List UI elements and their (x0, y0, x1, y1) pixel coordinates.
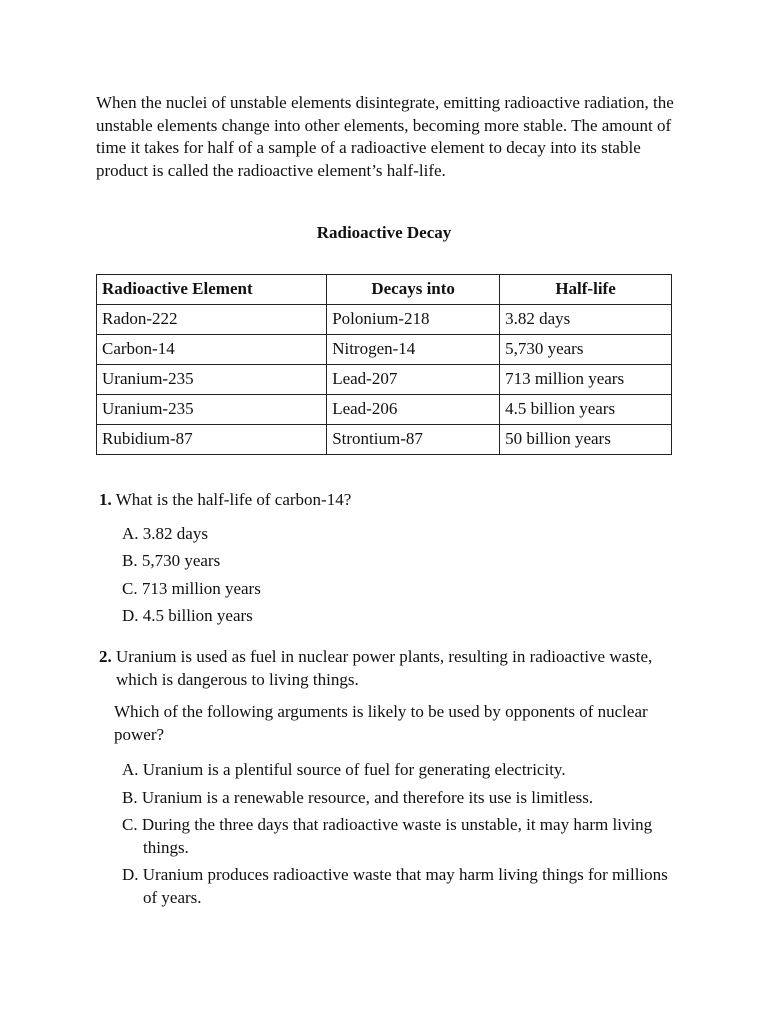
table-cell-decays-into: Lead-206 (327, 395, 500, 425)
question-2 (99, 646, 689, 914)
table-row (97, 365, 672, 395)
table-row (97, 395, 672, 425)
question-2-choice-b[interactable]: B. Uranium is a renewable resource, and therefore its use is limitless. (122, 787, 594, 807)
table-header-row (97, 275, 672, 305)
question-1-number: 1. (99, 490, 112, 509)
table-header-half-life: Half-life (500, 275, 672, 305)
question-1-choices (122, 520, 689, 630)
table-cell-decays-into: Polonium-218 (327, 305, 500, 335)
question-2-choice-c[interactable]: C. During the three days that radioactive waste is unstable, it may harm living things. (122, 815, 653, 857)
table-row (97, 305, 672, 335)
question-2-text: Uranium is used as fuel in nuclear power plants, resulting in radioactive waste, which is dangerous to living things. (116, 647, 653, 689)
table-cell-half-life: 4.5 billion years (500, 395, 672, 425)
question-1 (99, 489, 689, 630)
question-1-choice-d[interactable]: D. 4.5 billion years (122, 606, 253, 625)
question-2-choices (122, 759, 682, 909)
table-cell-element: Uranium-235 (97, 365, 327, 395)
table-cell-decays-into: Strontium-87 (327, 425, 500, 455)
table-cell-half-life: 713 million years (500, 365, 672, 395)
question-1-choice-a[interactable]: A. 3.82 days (122, 523, 208, 543)
question-2-choice-a[interactable]: A. Uranium is a plentiful source of fuel for generating electricity. (122, 760, 566, 779)
intro-paragraph: When the nuclei of unstable elements disintegrate, emitting radioactive radiation, the unstable elements change into other elements, becoming more stable. The amount of time it takes for half of a sample of a radioactive element to decay into its stable product is called the radioactive element’s half-life. (96, 93, 674, 180)
table-cell-decays-into: Nitrogen-14 (327, 335, 500, 365)
table-cell-half-life: 5,730 years (500, 335, 672, 365)
question-1-text: What is the half-life of carbon-14? (115, 490, 352, 509)
table-cell-element: Radon-222 (97, 305, 327, 335)
question-2-prompt: Which of the following arguments is likely to be used by opponents of nuclear power? (114, 702, 648, 744)
question-1-choice-b[interactable]: B. 5,730 years (122, 551, 221, 570)
table-header-element: Radioactive Element (97, 275, 327, 305)
question-1-choice-c[interactable]: C. 713 million years (122, 578, 261, 598)
table-cell-half-life: 50 billion years (500, 425, 672, 455)
radioactive-decay-table (96, 274, 672, 455)
table-row (97, 335, 672, 365)
table-cell-half-life: 3.82 days (500, 305, 672, 335)
table-cell-decays-into: Lead-207 (327, 365, 500, 395)
table-cell-element: Uranium-235 (97, 395, 327, 425)
question-2-stem (99, 646, 689, 691)
table-cell-element: Rubidium-87 (97, 425, 327, 455)
table-header-decays-into: Decays into (327, 275, 500, 305)
question-2-choice-d[interactable]: D. Uranium produces radioactive waste that may harm living things for millions of years. (122, 865, 668, 907)
table-title: Radioactive Decay (316, 223, 452, 242)
table-row (97, 425, 672, 455)
question-1-stem (99, 489, 689, 512)
question-2-number: 2. (99, 647, 112, 666)
table-cell-element: Carbon-14 (97, 335, 327, 365)
